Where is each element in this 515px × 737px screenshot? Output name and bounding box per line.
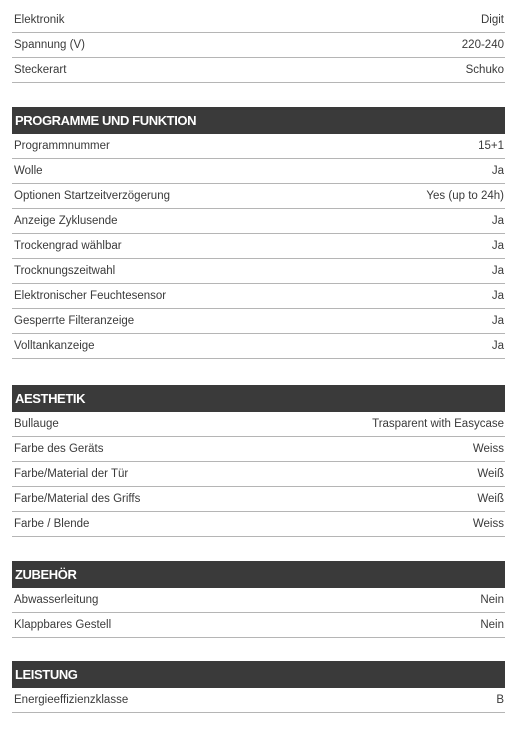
section-header: ZUBEHÖR: [12, 561, 505, 588]
spec-label: Elektronik: [14, 14, 65, 26]
spec-label: Farbe / Blende: [14, 518, 90, 530]
spec-label: Optionen Startzeitverzögerung: [14, 190, 170, 202]
spec-row: [12, 284, 505, 309]
general-specs: [12, 8, 505, 83]
spec-row: [12, 234, 505, 259]
spec-row: [12, 688, 505, 713]
spec-label: Farbe des Geräts: [14, 443, 104, 455]
spec-row: [12, 588, 505, 613]
spec-label: Trockengrad wählbar: [14, 240, 122, 252]
spec-label: Energieeffizienzklasse: [14, 694, 129, 706]
section-header: AESTHETIK: [12, 385, 505, 412]
spec-row: [12, 462, 505, 487]
spec-value: Weiß: [477, 468, 504, 480]
spec-label: Farbe/Material des Griffs: [14, 493, 141, 505]
spec-row: [12, 159, 505, 184]
spec-value: 15+1: [478, 140, 504, 152]
section-zubehoer: [12, 561, 505, 638]
spec-value: Weiss: [472, 443, 504, 455]
spec-value: Ja: [491, 290, 504, 302]
section-aesthetik: [12, 385, 505, 537]
spec-row: [12, 512, 505, 537]
spec-label: Trocknungszeitwahl: [14, 265, 116, 277]
spec-value: 220-240: [461, 39, 504, 51]
spec-label: Elektronischer Feuchtesensor: [14, 290, 167, 302]
section-header: PROGRAMME UND FUNKTION: [12, 107, 505, 134]
spec-label: Anzeige Zyklusende: [14, 215, 118, 227]
spec-value: B: [496, 694, 504, 706]
spec-label: Farbe/Material der Tür: [14, 468, 129, 480]
spec-value: Ja: [491, 215, 504, 227]
spec-row: [12, 259, 505, 284]
spec-row: [12, 8, 505, 33]
spec-value: Nein: [480, 594, 504, 606]
spec-label: Volltankanzeige: [14, 340, 95, 352]
spec-label: Bullauge: [14, 418, 59, 430]
spec-value: Ja: [491, 315, 504, 327]
spec-label: Spannung (V): [14, 39, 85, 51]
spec-row: [12, 209, 505, 234]
spec-value: Ja: [491, 340, 504, 352]
spec-label: Programmnummer: [14, 140, 110, 152]
spec-row: [12, 184, 505, 209]
spec-value: Weiss: [472, 518, 504, 530]
spec-value: Schuko: [465, 64, 504, 76]
spec-row: [12, 58, 505, 83]
spec-label: Wolle: [14, 165, 43, 177]
spec-value: Ja: [491, 240, 504, 252]
spec-value: Nein: [480, 619, 504, 631]
spec-value: Weiß: [477, 493, 504, 505]
spec-row: [12, 334, 505, 359]
spec-value: Yes (up to 24h): [426, 190, 504, 202]
spec-value: Ja: [491, 165, 504, 177]
section-programme: [12, 107, 505, 359]
spec-label: Abwasserleitung: [14, 594, 99, 606]
spec-row: [12, 134, 505, 159]
section-leistung: [12, 661, 505, 713]
spec-value: Ja: [491, 265, 504, 277]
spec-row: [12, 437, 505, 462]
spec-row: [12, 33, 505, 58]
spec-row: [12, 613, 505, 638]
spec-value: Trasparent with Easycase: [372, 418, 504, 430]
spec-row: [12, 309, 505, 334]
section-header: LEISTUNG: [12, 661, 505, 688]
spec-label: Klappbares Gestell: [14, 619, 112, 631]
spec-label: Steckerart: [14, 64, 67, 76]
spec-label: Gesperrte Filteranzeige: [14, 315, 135, 327]
spec-row: [12, 412, 505, 437]
spec-row: [12, 487, 505, 512]
spec-value: Digit: [480, 14, 504, 26]
